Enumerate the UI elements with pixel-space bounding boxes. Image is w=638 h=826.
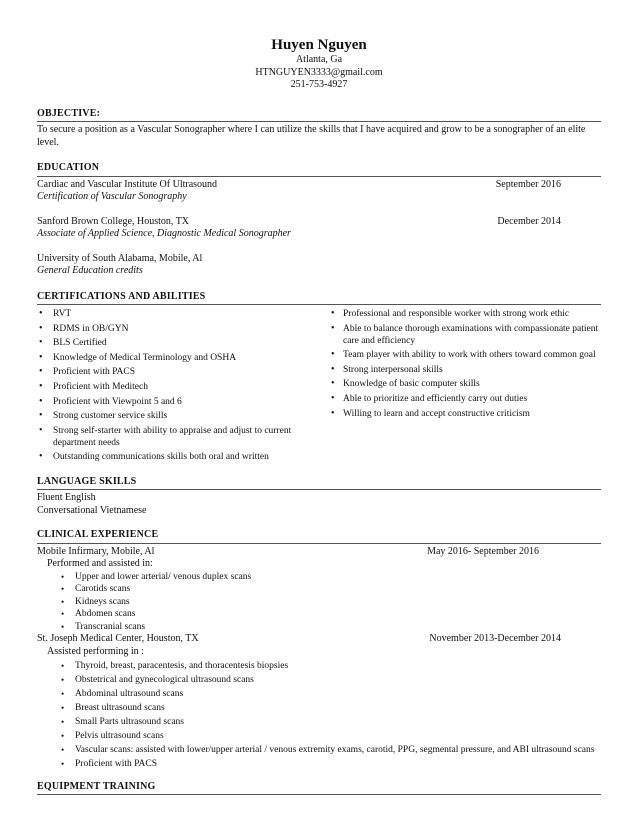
job-entry xyxy=(37,546,601,634)
bullet-icon: • xyxy=(331,378,335,390)
job-intro: Performed and assisted in: xyxy=(47,558,153,570)
bullet-icon: • xyxy=(61,689,65,700)
language-title: LANGUAGE SKILLS xyxy=(37,476,601,491)
language-line: Conversational Vietnamese xyxy=(37,504,147,516)
job-duty-item-text: Thyroid, breast, paracentesis, and thoracentesis biopsies xyxy=(75,661,289,672)
certification-item xyxy=(37,337,329,349)
resume-page xyxy=(37,36,601,797)
certification-item xyxy=(37,451,329,463)
language-line: Fluent English xyxy=(37,492,96,504)
certification-item-text: Knowledge of Medical Terminology and OSHA xyxy=(53,352,237,363)
bullet-icon: • xyxy=(331,308,335,319)
bullet-icon: • xyxy=(39,322,43,334)
education-title: EDUCATION xyxy=(37,162,601,177)
job-duty-item xyxy=(61,702,601,715)
resume-header xyxy=(37,36,601,92)
bullet-icon: • xyxy=(39,395,43,407)
certification-item xyxy=(37,352,329,364)
certification-item-text: Proficient with PACS xyxy=(53,367,135,378)
bullet-icon: • xyxy=(39,308,43,319)
bullet-icon: • xyxy=(331,363,335,375)
job-duty-item-text: Vascular scans: assisted with lower/upper arterial / venous extremity exams, carotid, PPG, segmental pressure, and ABI ultrasound scans xyxy=(75,745,595,756)
certification-item-text: RDMS in OB/GYN xyxy=(53,323,129,334)
certification-item xyxy=(37,410,329,422)
job-duty-item-text: Kidneys scans xyxy=(75,596,130,607)
certification-item xyxy=(37,425,329,449)
job-entry xyxy=(37,633,601,771)
job-duty-item-text: Abdominal ultrasound scans xyxy=(75,689,184,700)
ability-item xyxy=(329,364,601,376)
job-duty-item xyxy=(61,608,601,621)
bullet-icon: • xyxy=(61,675,65,686)
education-entry xyxy=(37,253,601,278)
bullet-icon: • xyxy=(61,609,65,620)
job-duty-item-text: Carotids scans xyxy=(75,584,131,595)
job-duty-item-text: Upper and lower arterial/ venous duplex scans xyxy=(75,571,252,582)
ability-item xyxy=(329,308,601,320)
ability-item xyxy=(329,378,601,390)
job-duty-item xyxy=(61,730,601,743)
bullet-icon: • xyxy=(61,621,65,632)
job-duty-item xyxy=(61,596,601,609)
bullet-icon: • xyxy=(39,410,43,422)
job-duty-item xyxy=(61,716,601,729)
bullet-icon: • xyxy=(39,380,43,392)
ability-item xyxy=(329,349,601,361)
ability-item xyxy=(329,408,601,420)
certification-item xyxy=(37,323,329,335)
objective-section xyxy=(37,108,601,150)
job-duty-item xyxy=(61,674,601,687)
certification-item-text: Strong customer service skills xyxy=(53,411,168,422)
certification-item xyxy=(37,308,329,320)
ability-item-text: Knowledge of basic computer skills xyxy=(343,379,480,390)
objective-title: OBJECTIVE: xyxy=(37,108,601,123)
ability-item xyxy=(329,323,601,347)
candidate-email: HTNGUYEN3333@gmail.com xyxy=(255,66,383,78)
job-duty-item-text: Transcranial scans xyxy=(75,621,146,632)
job-duty-item xyxy=(61,744,601,757)
education-detail: Certification of Vascular Sonography xyxy=(37,191,187,202)
certification-item xyxy=(37,396,329,408)
bullet-icon: • xyxy=(39,351,43,363)
language-section xyxy=(37,476,601,518)
education-school: University of South Alabama, Mobile, Al xyxy=(37,252,203,264)
bullet-icon: • xyxy=(61,703,65,714)
job-place: St. Joseph Medical Center, Houston, TX xyxy=(37,633,199,645)
clinical-section xyxy=(37,529,601,771)
candidate-phone: 251-753-4927 xyxy=(290,79,348,90)
bullet-icon: • xyxy=(39,366,43,378)
certifications-left-list xyxy=(37,308,329,463)
candidate-location: Atlanta, Ga xyxy=(295,54,343,65)
certification-item-text: RVT xyxy=(53,309,72,319)
bullet-icon: • xyxy=(39,424,43,436)
job-duty-item-text: Proficient with PACS xyxy=(75,759,157,770)
bullet-icon: • xyxy=(39,451,43,463)
ability-item-text: Professional and responsible worker with strong work ethic xyxy=(343,309,570,319)
education-detail: General Education credits xyxy=(37,265,143,276)
certification-item xyxy=(37,366,329,378)
ability-item-text: Willing to learn and accept constructive criticism xyxy=(343,408,530,419)
job-place: Mobile Infirmary, Mobile, Al xyxy=(37,545,155,557)
certification-item-text: Strong self-starter with ability to appraise and adjust to current department needs xyxy=(53,425,292,448)
certifications-section xyxy=(37,291,601,466)
certification-item-text: BLS Certified xyxy=(53,338,107,349)
job-duty-item xyxy=(61,758,601,771)
bullet-icon: • xyxy=(61,571,65,582)
certification-item-text: Proficient with Viewpoint 5 and 6 xyxy=(53,396,182,407)
equipment-title: EQUIPMENT TRAINING xyxy=(37,781,601,796)
education-school: Cardiac and Vascular Institute Of Ultrasound xyxy=(37,178,218,190)
bullet-icon: • xyxy=(39,337,43,349)
ability-item-text: Able to prioritize and efficiently carry out duties xyxy=(343,393,528,404)
job-duties-list xyxy=(37,571,601,634)
clinical-title: CLINICAL EXPERIENCE xyxy=(37,529,601,544)
bullet-icon: • xyxy=(61,584,65,595)
bullet-icon: • xyxy=(61,731,65,742)
job-date: November 2013-December 2014 xyxy=(429,633,561,645)
bullet-icon: • xyxy=(61,717,65,728)
education-section xyxy=(37,162,601,278)
job-duty-item-text: Obstetrical and gynecological ultrasound scans xyxy=(75,675,254,686)
bullet-icon: • xyxy=(61,759,65,770)
certification-item-text: Outstanding communications skills both oral and written xyxy=(53,452,269,463)
bullet-icon: • xyxy=(331,407,335,419)
bullet-icon: • xyxy=(331,349,335,361)
objective-text: To secure a position as a Vascular Sonographer where I can utilize the skills that I have acquired and grow to be a sonographer of an elite level. xyxy=(37,124,586,148)
job-duty-item-text: Abdomen scans xyxy=(75,609,136,620)
bullet-icon: • xyxy=(331,322,335,334)
bullet-icon: • xyxy=(61,661,65,672)
ability-item-text: Able to balance thorough examinations with compassionate patient care and efficiency xyxy=(343,323,599,346)
job-duty-item xyxy=(61,583,601,596)
equipment-section xyxy=(37,781,601,796)
education-detail: Associate of Applied Science, Diagnostic Medical Sonographer xyxy=(37,228,291,239)
bullet-icon: • xyxy=(331,392,335,404)
education-date: September 2016 xyxy=(495,178,561,190)
certifications-title: CERTIFICATIONS AND ABILITIES xyxy=(37,291,601,306)
bullet-icon: • xyxy=(61,596,65,607)
education-entry xyxy=(37,216,601,241)
ability-item-text: Strong interpersonal skills xyxy=(343,364,443,375)
ability-item-text: Team player with ability to work with others toward common goal xyxy=(343,350,596,361)
candidate-name: Huyen Nguyen xyxy=(271,37,367,53)
job-duty-item-text: Pelvis ultrasound scans xyxy=(75,731,164,742)
job-duty-item-text: Breast ultrasound scans xyxy=(75,703,165,714)
job-duties-list xyxy=(37,660,601,771)
job-duty-item xyxy=(61,621,601,634)
job-duty-item xyxy=(61,571,601,584)
ability-item xyxy=(329,393,601,405)
education-date: December 2014 xyxy=(497,215,561,227)
job-duty-item xyxy=(61,660,601,673)
job-intro: Assisted performing in : xyxy=(47,645,144,657)
education-school: Sanford Brown College, Houston, TX xyxy=(37,215,190,227)
bullet-icon: • xyxy=(61,745,65,756)
education-entry xyxy=(37,179,601,204)
job-date: May 2016- September 2016 xyxy=(427,545,539,557)
job-duty-item xyxy=(61,688,601,701)
certifications-right-list xyxy=(329,308,601,420)
certification-item-text: Proficient with Meditech xyxy=(53,381,148,392)
job-duty-item-text: Small Parts ultrasound scans xyxy=(75,717,184,728)
certification-item xyxy=(37,381,329,393)
